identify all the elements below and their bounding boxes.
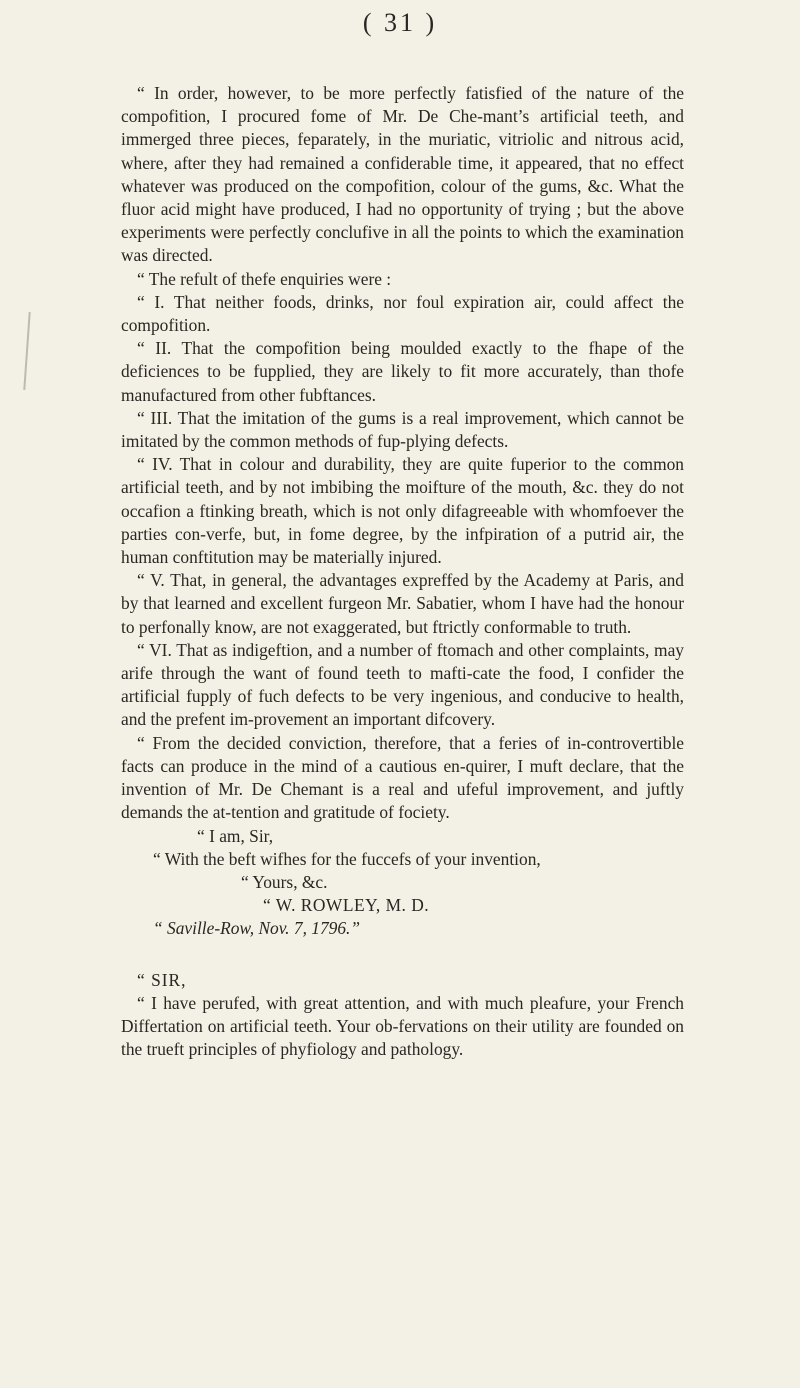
page-text (121, 82, 684, 1061)
paragraph: “ From the decided conviction, therefore, that a feries of in-controvertible facts can produce in the mind of a cautious en-quirer, I muft declare, that the invention of Mr. De Chemant is a real and ufeful improvement, and juftly demands the at-tention and gratitude of fociety. (121, 732, 684, 823)
paragraph: “ VI. That as indigeftion, and a number of ftomach and other complaints, may arife through the want of found teeth to mafti-cate the food, I confider the artificial fupply of fuch defects to be very ingenious, and conducive to health, and the prefent im-provement an important difcovery. (121, 639, 684, 730)
closing-line: “ With the beft wifhes for the fuccefs of your invention, (153, 848, 541, 869)
paragraph: “ II. That the compofition being moulded exactly to the fhape of the deficiences to be fupplied, they are likely to fit more accurately, than thofe manufactured from other fubftances. (121, 338, 684, 405)
paragraph: “ IV. That in colour and durability, they are quite fuperior to the common artificial teeth, and by not imbibing the moifture of the mouth, &c. they do not occafion a ftinking breath, which is not only difagreeable with whomfoever the parties con-verfe, but, in fome degree, by the infpiration of a putrid air, the human conftitution may be materially injured. (121, 454, 684, 568)
page-number: ( 31 ) (362, 8, 438, 37)
salutation: “ SIR, (137, 969, 187, 990)
closing-line: “ I am, Sir, (197, 825, 274, 846)
place-date: “ Saville-Row, Nov. 7, 1796.” (153, 918, 361, 939)
margin-mark (23, 312, 30, 390)
closing-line: “ Yours, &c. (241, 871, 328, 892)
paragraph: “ I have perufed, with great attention, and with much pleafure, your French Differtation on artificial teeth. Your ob-fervations on their utility are founded on the trueft principles of phyfiology and pathology. (121, 992, 684, 1060)
signature: “ W. ROWLEY, M. D. (263, 895, 430, 916)
paragraph: “ V. That, in general, the advantages expreffed by the Academy at Paris, and by that learned and excellent furgeon Mr. Sabatier, whom I have had the honour to perfonally know, are not exaggerated, but ftrictly conformable to truth. (121, 570, 684, 637)
paragraph: “ The refult of thefe enquiries were : (137, 268, 392, 289)
paragraph: “ I. That neither foods, drinks, nor foul expiration air, could affect the compofition. (121, 291, 684, 336)
paragraph: “ III. That the imitation of the gums is a real improvement, which cannot be imitated by the common methods of fup-plying defects. (121, 407, 684, 452)
spacer (121, 941, 684, 969)
paragraph: “ In order, however, to be more perfectly fatisfied of the nature of the compofition, I procured fome of Mr. De Che-mant’s artificial teeth, and immerged three pieces, feparately, in the muriatic, vitriolic and nitrous acid, where, after they had remained a confiderable time, it appeared, that no effect whatever was produced on the compofition, colour of the gums, &c. What the fluor acid might have produced, I had no opportunity of trying ; but the above experiments were perfectly conclufive in all the points to which the examination was directed. (121, 83, 684, 266)
